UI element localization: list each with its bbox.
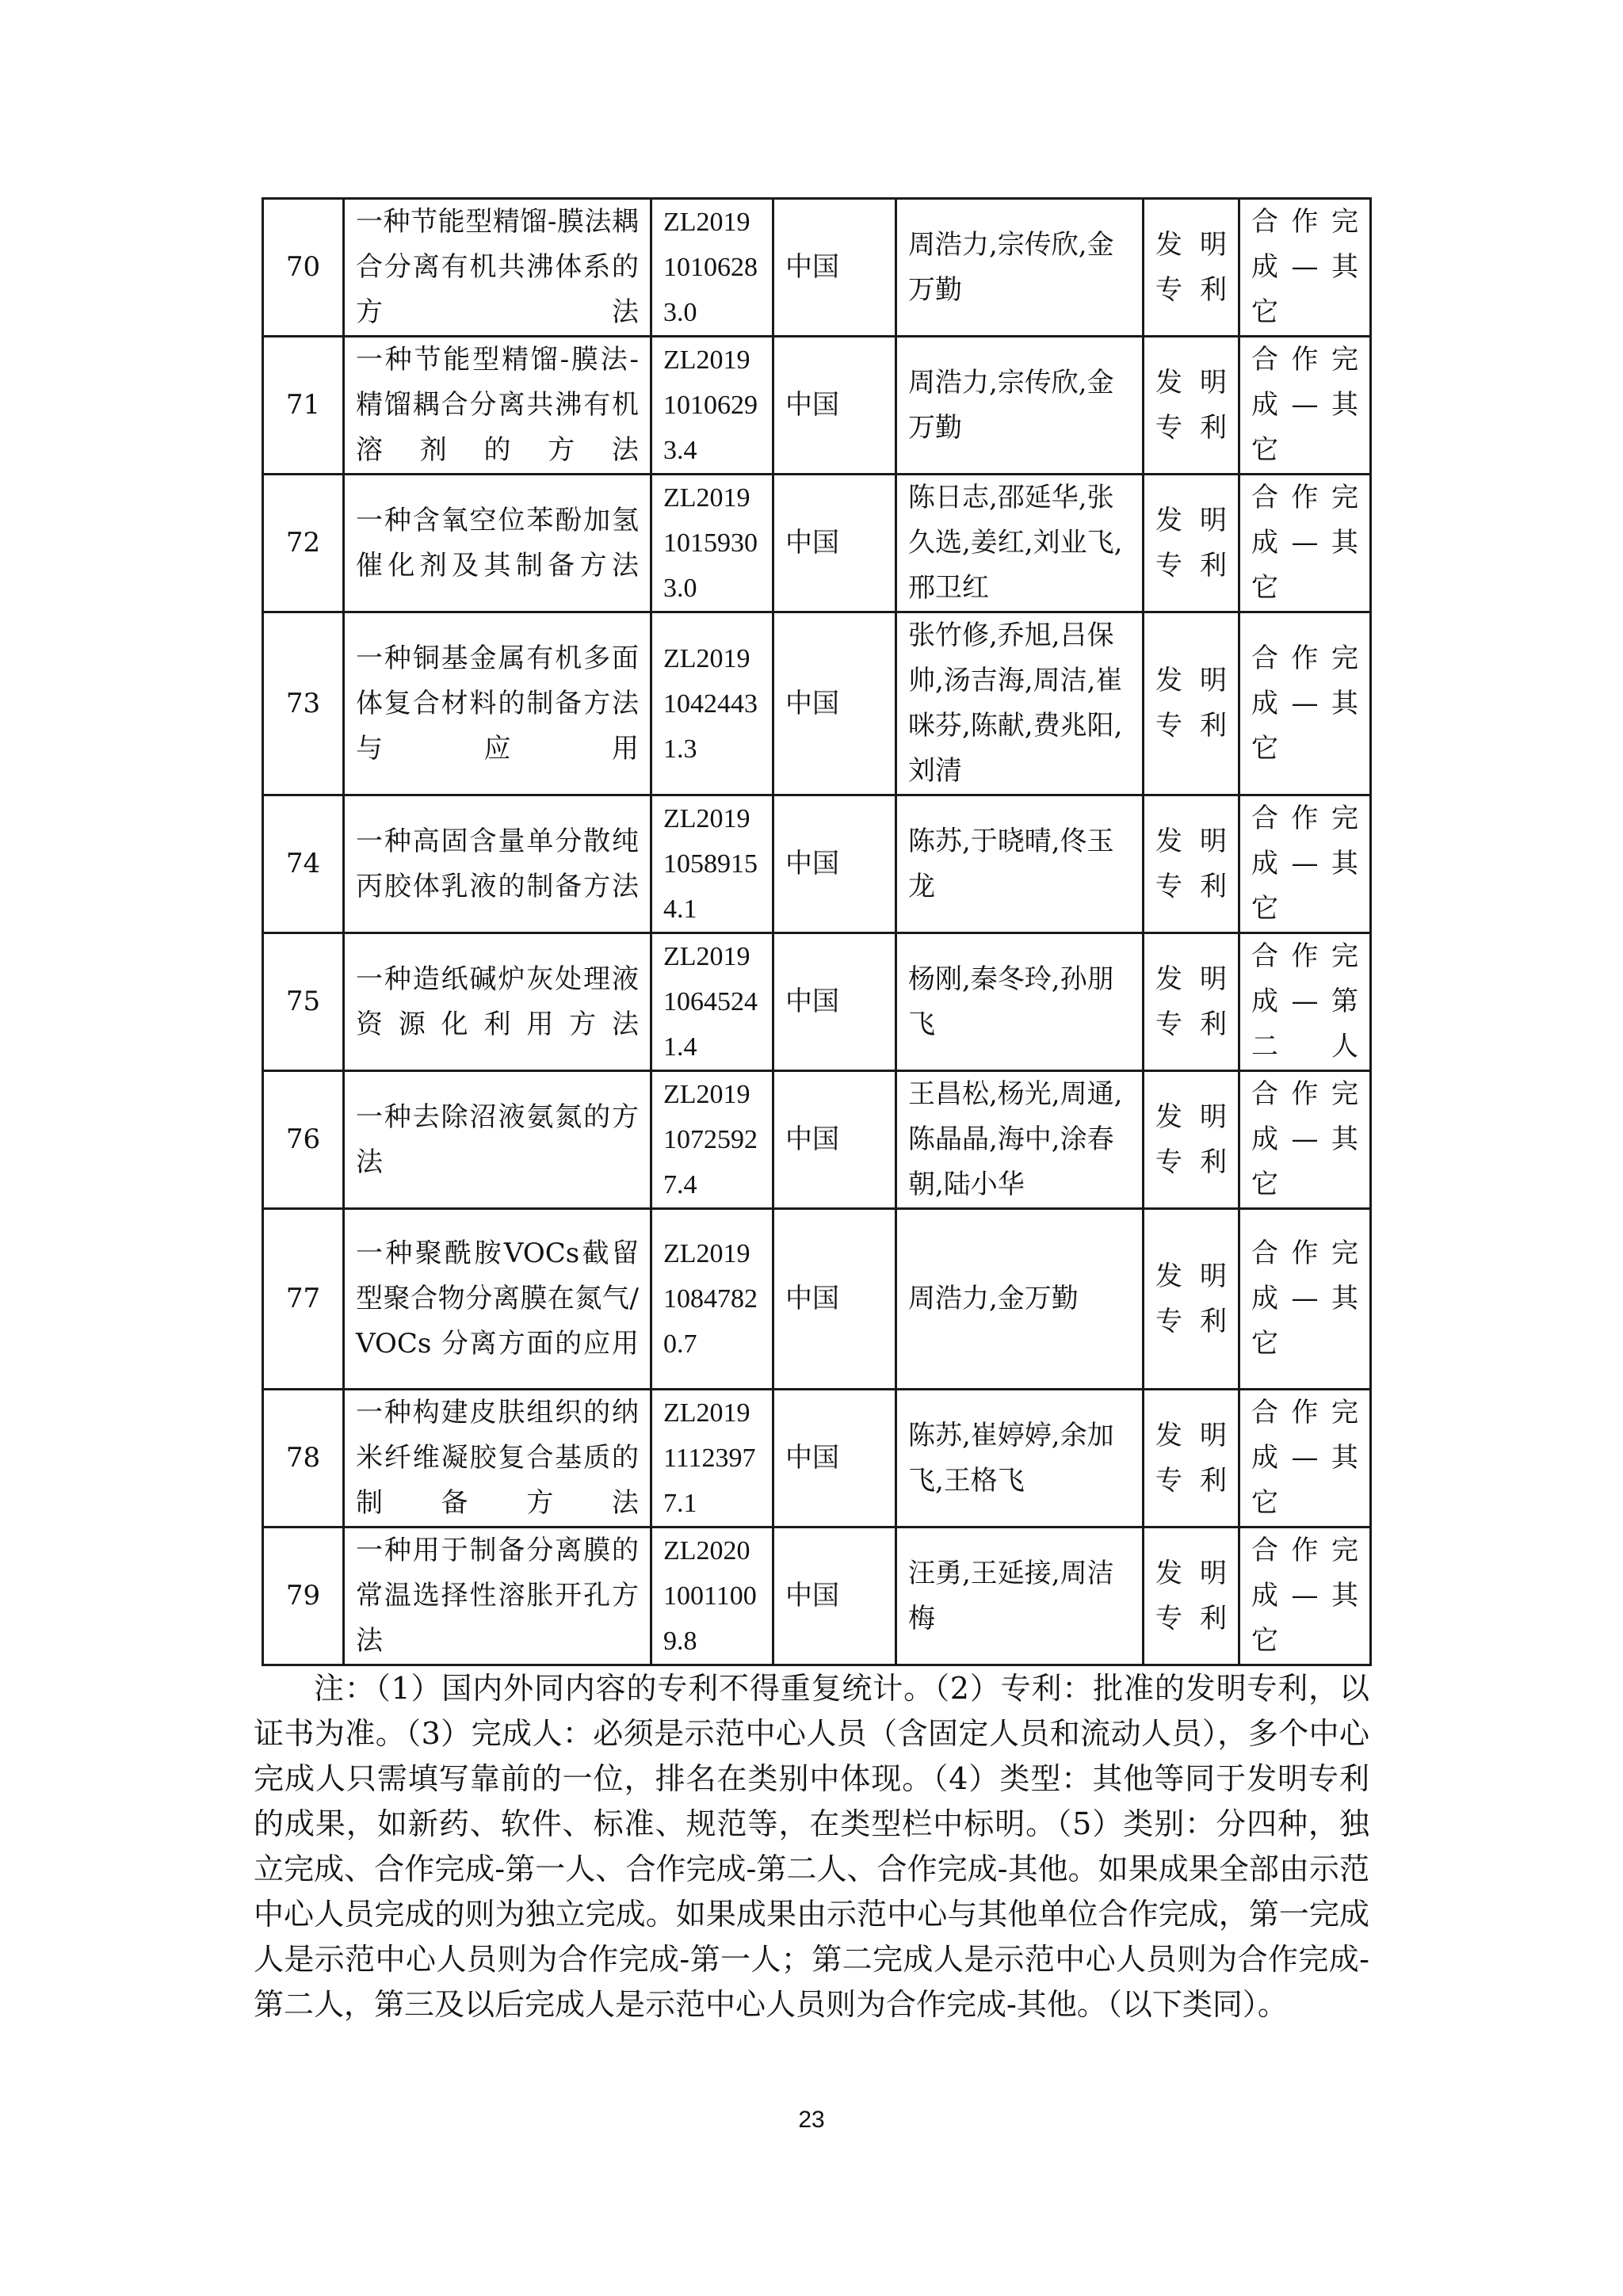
row-number: 73 (263, 612, 344, 795)
patent-category: 合作完成—其它 (1239, 475, 1371, 612)
patent-number: ZL201910106293.4 (651, 337, 773, 475)
patent-inventors: 汪勇,王延接,周洁梅 (896, 1527, 1144, 1665)
patent-type: 发明专利 (1144, 612, 1239, 795)
table-row (263, 1071, 1371, 1209)
row-number: 71 (263, 337, 344, 475)
patent-type: 发明专利 (1144, 199, 1239, 337)
patent-inventors: 周浩力,宗传欣,金万勤 (896, 199, 1144, 337)
patent-country: 中国 (773, 1390, 896, 1527)
table-row (263, 933, 1371, 1071)
patent-number: ZL201910589154.1 (651, 795, 773, 933)
patent-inventors: 陈苏,于晓晴,佟玉龙 (896, 795, 1144, 933)
patent-number: ZL201911123977.1 (651, 1390, 773, 1527)
table-row (263, 337, 1371, 475)
patent-number: ZL201910645241.4 (651, 933, 773, 1071)
patent-category: 合作完成—其它 (1239, 199, 1371, 337)
patent-number: ZL201910159303.0 (651, 475, 773, 612)
patent-inventors: 周浩力,金万勤 (896, 1209, 1144, 1390)
patent-name: 一种含氧空位苯酚加氢催化剂及其制备方法 (344, 475, 651, 612)
patent-inventors: 周浩力,宗传欣,金万勤 (896, 337, 1144, 475)
patent-category: 合作完成—第二人 (1239, 933, 1371, 1071)
patent-type: 发明专利 (1144, 1071, 1239, 1209)
patent-name: 一种节能型精馏-膜法-精馏耦合分离共沸有机溶剂的方法 (344, 337, 651, 475)
patent-category: 合作完成—其它 (1239, 337, 1371, 475)
patent-country: 中国 (773, 933, 896, 1071)
patent-country: 中国 (773, 199, 896, 337)
patent-type: 发明专利 (1144, 933, 1239, 1071)
patent-table-body (263, 199, 1371, 1665)
patent-category: 合作完成—其它 (1239, 1071, 1371, 1209)
row-number: 78 (263, 1390, 344, 1527)
patent-type: 发明专利 (1144, 795, 1239, 933)
patent-type: 发明专利 (1144, 337, 1239, 475)
patent-category: 合作完成—其它 (1239, 1390, 1371, 1527)
patent-type: 发明专利 (1144, 1209, 1239, 1390)
patent-inventors: 杨刚,秦冬玲,孙朋飞 (896, 933, 1144, 1071)
patent-number: ZL201910424431.3 (651, 612, 773, 795)
table-row (263, 475, 1371, 612)
patent-type: 发明专利 (1144, 1390, 1239, 1527)
patent-name: 一种铜基金属有机多面体复合材料的制备方法与应用 (344, 612, 651, 795)
patent-number: ZL201910106283.0 (651, 199, 773, 337)
patent-type: 发明专利 (1144, 475, 1239, 612)
patent-name: 一种用于制备分离膜的常温选择性溶胀开孔方法 (344, 1527, 651, 1665)
patent-table (262, 197, 1372, 1666)
table-row (263, 199, 1371, 337)
row-number: 75 (263, 933, 344, 1071)
row-number: 72 (263, 475, 344, 612)
patent-name: 一种构建皮肤组织的纳米纤维凝胶复合基质的制备方法 (344, 1390, 651, 1527)
footnote (254, 1666, 1369, 2027)
patent-inventors: 王昌松,杨光,周通,陈晶晶,海中,涂春朝,陆小华 (896, 1071, 1144, 1209)
patent-number: ZL201910847820.7 (651, 1209, 773, 1390)
patent-name: 一种高固含量单分散纯丙胶体乳液的制备方法 (344, 795, 651, 933)
table-row (263, 795, 1371, 933)
patent-country: 中国 (773, 1071, 896, 1209)
patent-country: 中国 (773, 1209, 896, 1390)
row-number: 70 (263, 199, 344, 337)
row-number: 79 (263, 1527, 344, 1665)
row-number: 74 (263, 795, 344, 933)
table-row (263, 1209, 1371, 1390)
patent-country: 中国 (773, 612, 896, 795)
table-row (263, 612, 1371, 795)
patent-category: 合作完成—其它 (1239, 612, 1371, 795)
patent-country: 中国 (773, 475, 896, 612)
table-row (263, 1527, 1371, 1665)
patent-country: 中国 (773, 1527, 896, 1665)
row-number: 76 (263, 1071, 344, 1209)
footnote-text: 注：（1）国内外同内容的专利不得重复统计。（2）专利：批准的发明专利，以证书为准。（3）完成人：必须是示范中心人员（含固定人员和流动人员），多个中心完成人只需填写靠前的一位，排名在类别中体现。（4）类型：其他等同于发明专利的成果，如新药、软件、标准、规范等，在类型栏中标明。（5）类别：分四种，独立完成、合作完成-第一人、合作完成-第二人、合作完成-其他。如果成果全部由示范中心人员完成的则为独立完成。如果成果由示范中心与其他单位合作完成，第一完成人是示范中心人员则为合作完成-第一人；第二完成人是示范中心人员则为合作完成-第二人，第三及以后完成人是示范中心人员则为合作完成-其他。（以下类同）。 (254, 1671, 1369, 2022)
patent-number: ZL201910725927.4 (651, 1071, 773, 1209)
patent-country: 中国 (773, 337, 896, 475)
row-number: 77 (263, 1209, 344, 1390)
patent-name: 一种聚酰胺VOCs截留型聚合物分离膜在氮气/VOCs 分离方面的应用 (344, 1209, 651, 1390)
patent-name: 一种造纸碱炉灰处理液资源化利用方法 (344, 933, 651, 1071)
patent-type: 发明专利 (1144, 1527, 1239, 1665)
patent-category: 合作完成—其它 (1239, 1527, 1371, 1665)
patent-category: 合作完成—其它 (1239, 1209, 1371, 1390)
page-number: 23 (798, 2107, 825, 2133)
patent-number: ZL202010011009.8 (651, 1527, 773, 1665)
patent-inventors: 陈苏,崔婷婷,余加飞,王格飞 (896, 1390, 1144, 1527)
patent-country: 中国 (773, 795, 896, 933)
patent-name: 一种去除沼液氨氮的方法 (344, 1071, 651, 1209)
patent-inventors: 张竹修,乔旭,吕保帅,汤吉海,周洁,崔咪芬,陈献,费兆阳,刘清 (896, 612, 1144, 795)
patent-inventors: 陈日志,邵延华,张久选,姜红,刘业飞,邢卫红 (896, 475, 1144, 612)
patent-name: 一种节能型精馏-膜法耦合分离有机共沸体系的方法 (344, 199, 651, 337)
table-row (263, 1390, 1371, 1527)
patent-category: 合作完成—其它 (1239, 795, 1371, 933)
